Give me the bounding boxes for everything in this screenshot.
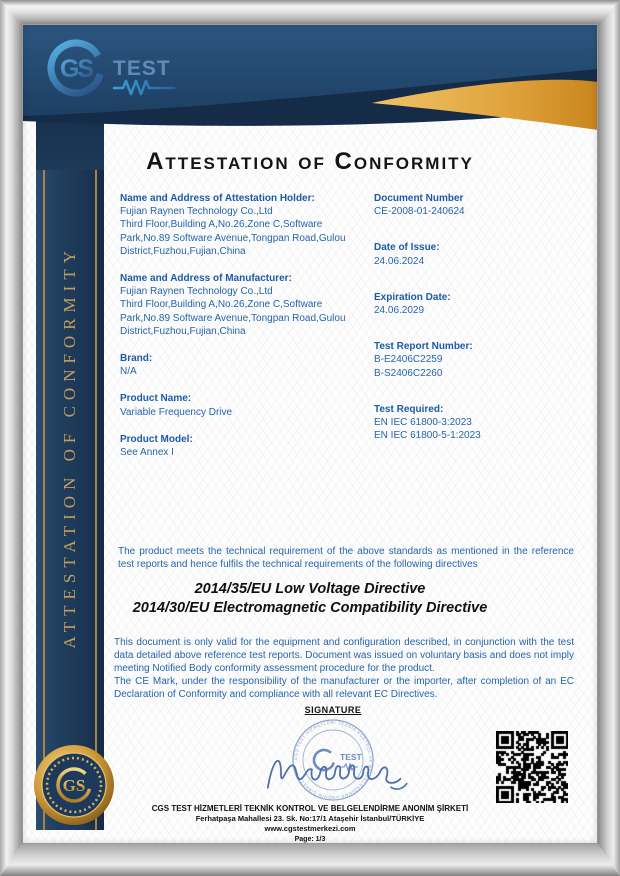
directive-emc: 2014/30/EU Electromagnetic Compatibility Directive (132, 600, 488, 616)
field-value: CE-2008-01-240624 (374, 206, 465, 218)
field-label: Test Required: (374, 403, 444, 415)
field-value: 24.06.2024 (374, 255, 425, 267)
logo-monogram: GS (59, 55, 93, 83)
field-product-name (120, 392, 372, 418)
footer-company-name: CGS TEST HİZMETLERİ TEKNİK KONTROL VE BELGELENDİRME ANONİM ŞİRKETİ (151, 804, 469, 813)
field-value: Park,No.89 Software Avenue,Tongpan Road,Gulou (120, 312, 346, 324)
field-label: Date of Issue: (374, 242, 440, 254)
field-value: EN IEC 61800-3:2023 (374, 417, 472, 429)
footer-page-number: Page: 1/3 (294, 836, 326, 843)
details-column-left (120, 192, 372, 473)
qr-code (496, 731, 568, 803)
field-value: District,Fuzhou,Fujian,China (120, 325, 246, 337)
field-label: Product Name: (120, 393, 192, 405)
field-product-model (120, 433, 372, 459)
field-label: Name and Address of Manufacturer: (120, 273, 292, 285)
field-label: Document Number (374, 193, 464, 204)
details-column-right (374, 192, 584, 465)
frame-top (0, 0, 620, 24)
field-value: B-S2406C2260 (374, 367, 443, 379)
frame-right (598, 0, 620, 876)
conformity-statement: The product meets the technical requirement of the above standards as mentioned in the reference test reports and hence fulfils the technical requirements of the following directives (118, 546, 574, 570)
stamp-brand-text: TEST (340, 752, 362, 762)
field-test-required (374, 403, 584, 443)
field-attestation-holder (120, 192, 372, 258)
field-label: Test Report Number: (374, 341, 473, 353)
page-title: Attestation of Conformity (146, 148, 474, 175)
field-value: Fujian Raynen Technology Co.,Ltd (120, 286, 273, 298)
field-value: Third Floor,Building A,No.26,Zone C,Software (120, 219, 323, 231)
footer-website: www.cgstestmerkezi.com (264, 824, 356, 833)
field-value: Fujian Raynen Technology Co.,Ltd (120, 206, 273, 218)
field-label: Brand: (120, 353, 153, 365)
field-brand (120, 352, 372, 378)
disclaimer-paragraph-1: This document is only valid for the equipment and configuration described, in conjunction with the test data detailed above reference test reports. Document was issued on voluntary basis and does not imply meeting Notified Body conformity assessment procedure for the product. (114, 637, 574, 674)
stamp-ring-text: CGS TEST HİZMETLERİ TEKNİK KONTROL VE BELGELENDİRME ANONİM ŞİRKETİ (292, 719, 374, 801)
field-value: EN IEC 61800-5-1:2023 (374, 430, 481, 442)
frame-bottom (0, 844, 620, 876)
footer-address: Ferhatpaşa Mahallesi 23. Sk. No:17/1 Ataşehir İstanbul/TÜRKİYE (195, 814, 425, 823)
signature-label: SIGNATURE (304, 705, 362, 715)
field-value: Third Floor,Building A,No.26,Zone C,Software (120, 299, 323, 311)
field-document-number (374, 192, 584, 218)
field-value: 24.06.2029 (374, 305, 425, 317)
ribbon-banner (36, 80, 104, 830)
ribbon-vertical-text: ATTESTATION OF CONFORMITY (60, 245, 79, 649)
field-date-of-issue (374, 241, 584, 267)
field-label: Name and Address of Attestation Holder: (120, 193, 315, 204)
field-label: Expiration Date: (374, 291, 451, 303)
medallion-monogram: GS (62, 776, 86, 795)
header-band (22, 24, 598, 159)
directives-list (22, 580, 598, 618)
footer (22, 803, 598, 844)
field-manufacturer (120, 272, 372, 338)
logo-brand-text: TEST (113, 57, 171, 80)
frame-left (0, 0, 22, 876)
field-value: Park,No.89 Software Avenue,Tongpan Road,Gulou (120, 232, 346, 244)
field-label: Product Model: (120, 433, 193, 445)
field-value: See Annex I (120, 447, 174, 459)
certificate-paper (22, 24, 598, 844)
handwritten-signature (262, 736, 417, 806)
field-test-report-number (374, 340, 584, 380)
directive-low-voltage: 2014/35/EU Low Voltage Directive (194, 581, 426, 597)
field-value: B-E2406C2259 (374, 354, 443, 366)
field-expiration-date (374, 291, 584, 317)
field-value: District,Fuzhou,Fujian,China (120, 245, 246, 257)
ribbon-text-zone (36, 180, 104, 714)
disclaimer-paragraph-2: The CE Mark, under the responsibility of the manufacturer or the importer, after completion of an EC Declaration of Conformity and compliance with all relevant EC Directives. (114, 676, 574, 700)
field-value: Variable Frequency Drive (120, 406, 233, 418)
field-value: N/A (120, 366, 137, 378)
disclaimer-text (114, 636, 574, 701)
